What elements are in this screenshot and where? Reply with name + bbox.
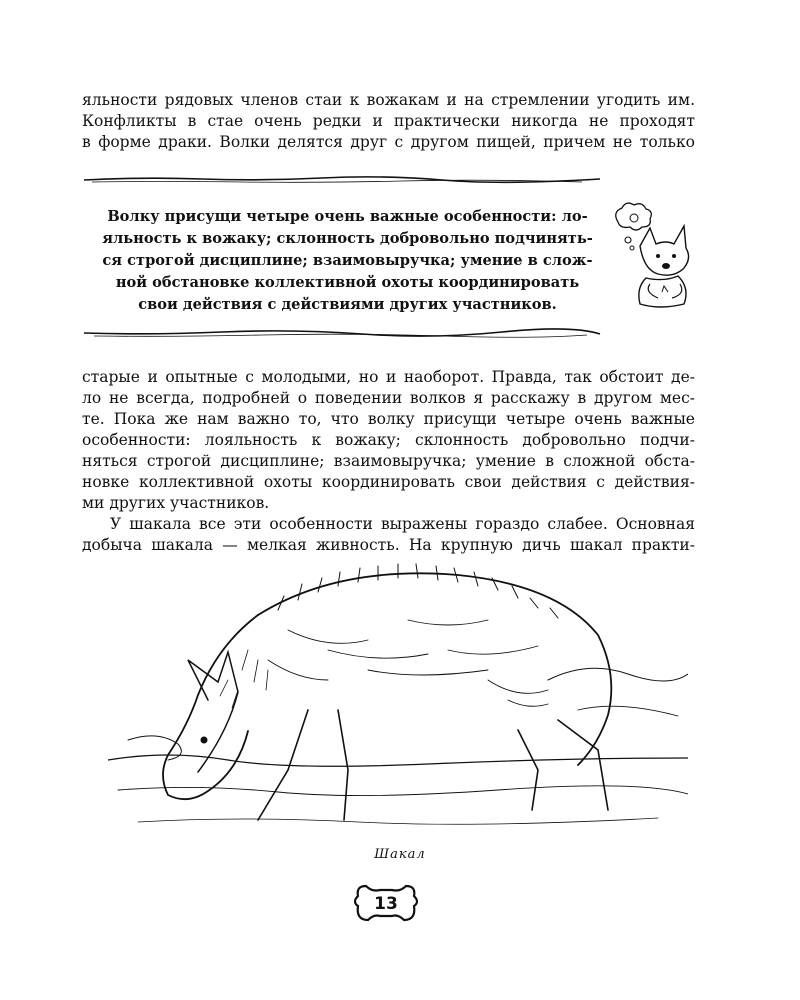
callout-line: свои действия с действиями других участников.: [138, 296, 557, 313]
text-line: ми других участников.: [82, 494, 270, 512]
text-line: старые и опытные с молодыми, но и наоборот. Правда, так обстоит де-: [82, 368, 695, 386]
text-line: ло не всегда, подробней о поведении волков я расскажу в другом мес-: [82, 389, 695, 407]
callout-top-rule: [82, 172, 602, 186]
page-number-badge: [354, 882, 418, 926]
figure-caption: Шакал: [374, 847, 426, 862]
callout-line: ся строгой дисциплине; взаимовыручка; умение в слож-: [102, 252, 593, 269]
text-line: У шакала все эти особенности выражены гораздо слабее. Основная: [110, 515, 695, 533]
text-line: особенности: лояльность к вожаку; склонность добровольно подчи-: [82, 431, 695, 449]
jackal-illustration: [108, 560, 688, 835]
text-line: новке коллективной охоты координировать свои действия с действия-: [82, 473, 695, 491]
callout-line: яльность к вожаку; склонность добровольно подчинять-: [102, 230, 593, 247]
callout-bottom-rule: [82, 326, 602, 340]
text-line: Конфликты в стае очень редки и практически никогда не проходят: [82, 112, 695, 130]
page-number: 13: [374, 894, 398, 914]
callout-line: ной обстановке коллективной охоты координировать: [115, 274, 580, 291]
text-line: добыча шакала — мелкая живность. На крупную дичь шакал практи-: [82, 536, 695, 554]
text-line: яльности рядовых членов стаи к вожакам и на стремлении угодить им.: [82, 91, 695, 109]
thinking-dog-icon: [610, 200, 700, 310]
text-line: те. Пока же нам важно то, что волку присущи четыре очень важные: [82, 410, 695, 428]
callout-line: Волку присущи четыре очень важные особенности: ло-: [107, 208, 588, 225]
text-line: в форме драки. Волки делятся друг с другом пищей, причем не только: [82, 133, 695, 151]
text-line: няться строгой дисциплине; взаимовыручка; умение в сложной обста-: [82, 452, 695, 470]
